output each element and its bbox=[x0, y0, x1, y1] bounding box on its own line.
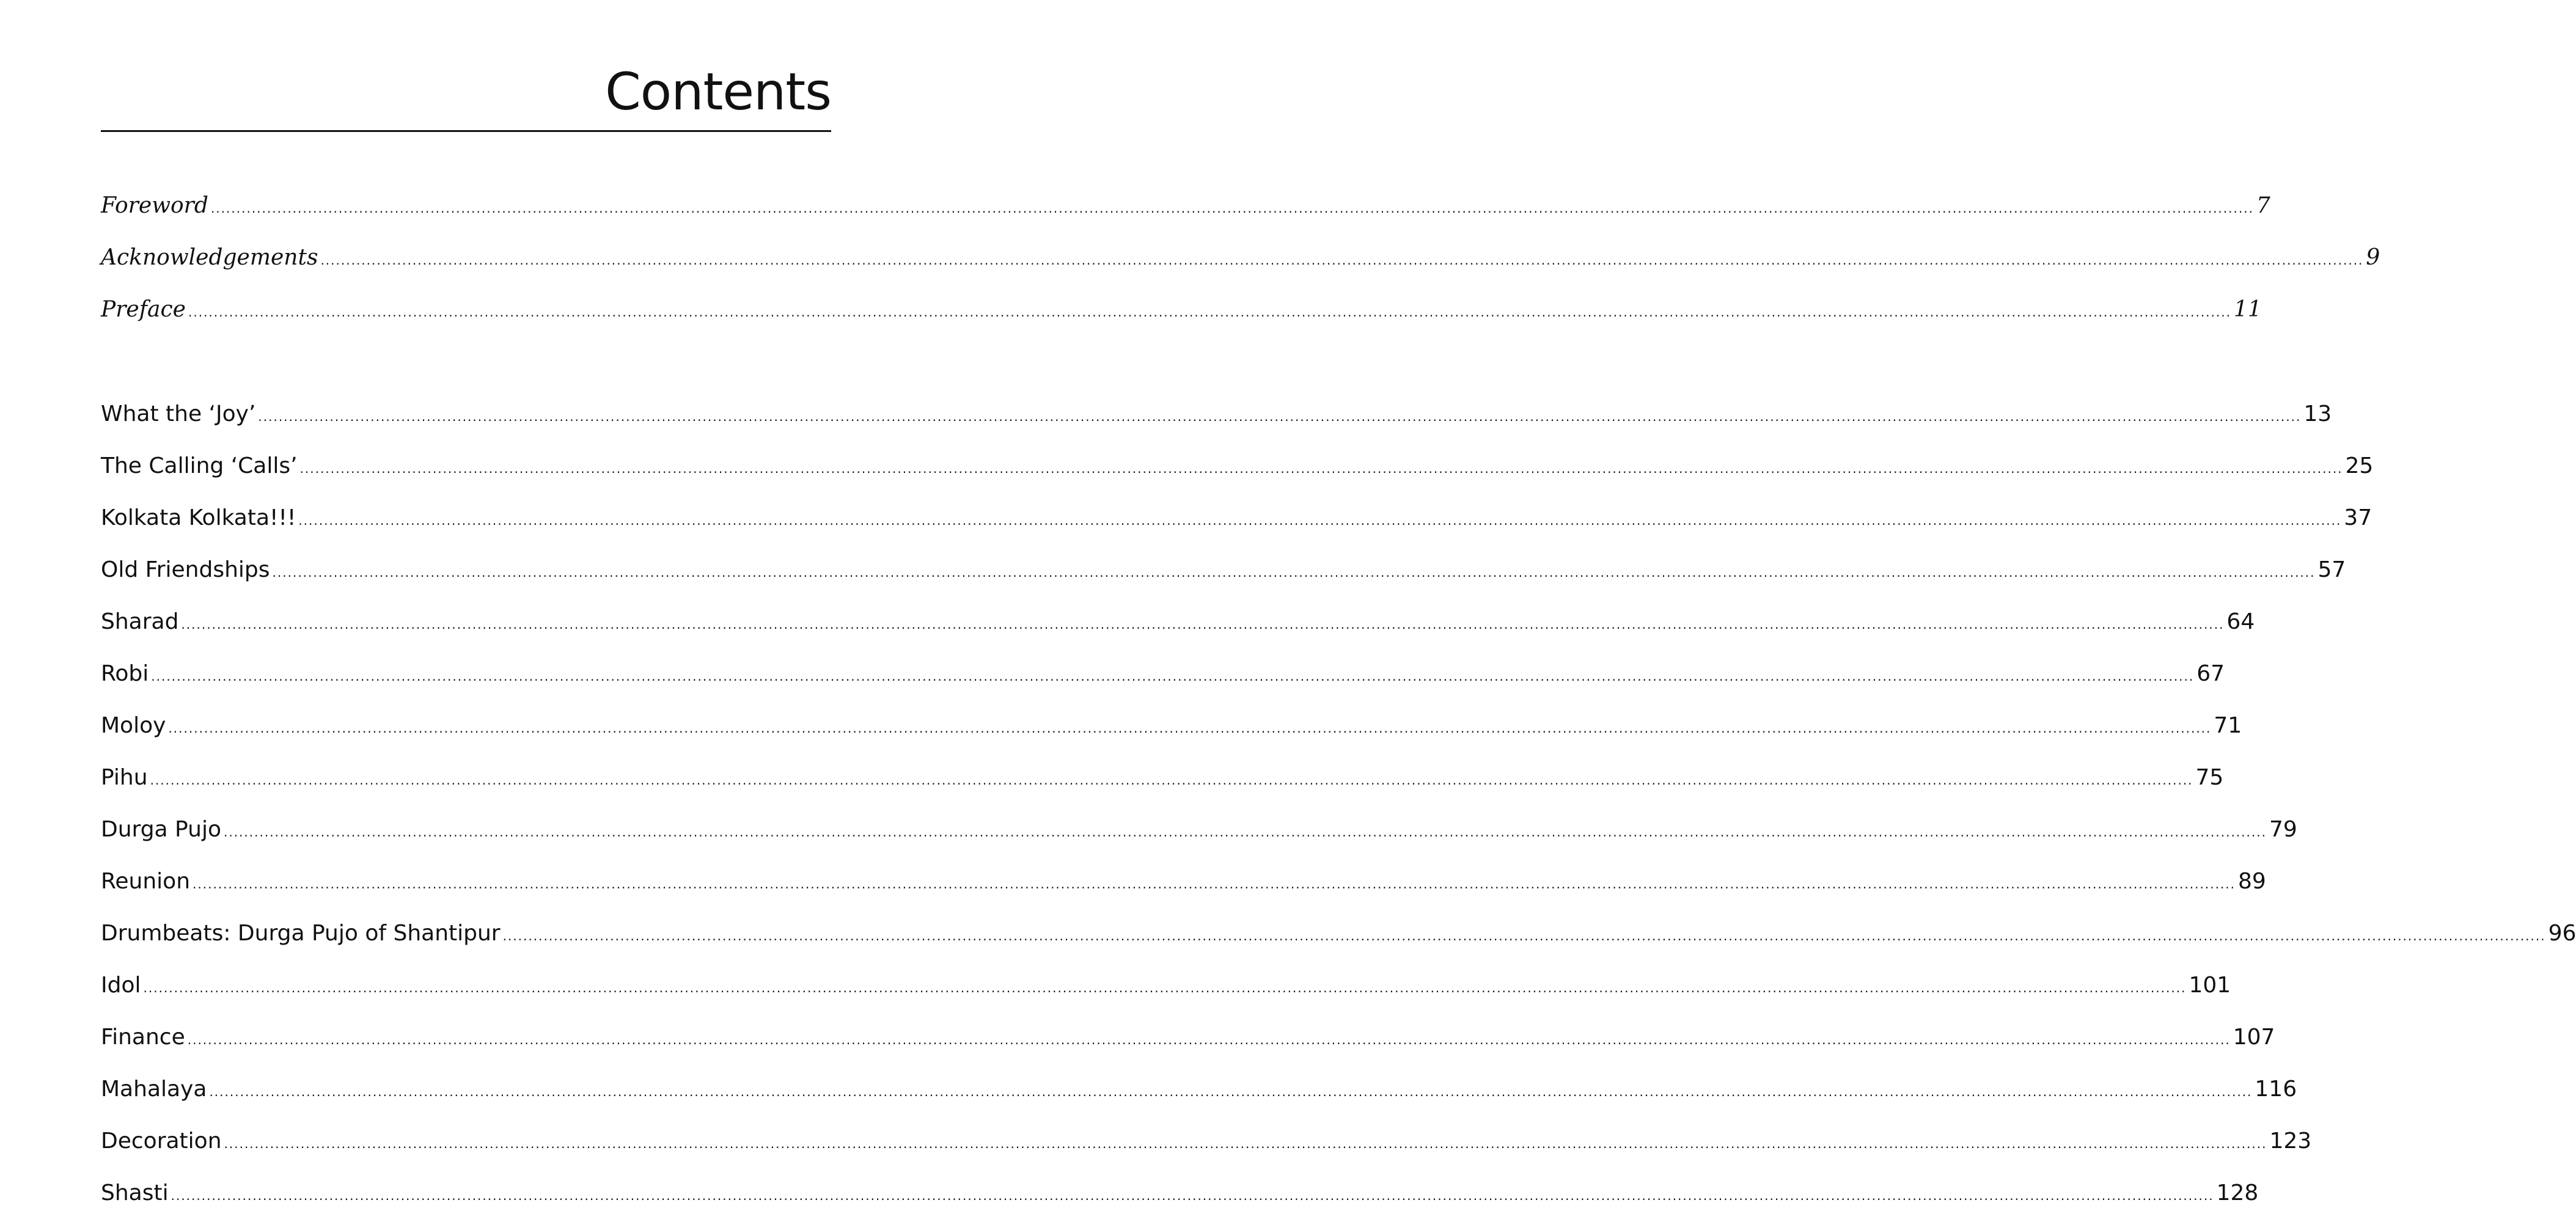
toc-entry-page: 9 bbox=[2366, 245, 2380, 270]
toc-entry-chapter[interactable] bbox=[101, 814, 2297, 845]
dot-leader: ................................................................................................................................................................................................................................................................................................................................................................................................................ bbox=[224, 1136, 2267, 1151]
dot-leader: ................................................................................................................................................................................................................................................................................................................................................................................................................ bbox=[168, 721, 2212, 736]
toc-entry-label: Preface bbox=[101, 297, 186, 322]
toc-entry-chapter[interactable] bbox=[101, 970, 2231, 1001]
toc-entry-label: Finance bbox=[101, 1025, 185, 1050]
dot-leader: ................................................................................................................................................................................................................................................................................................................................................................................................................ bbox=[209, 1085, 2253, 1099]
toc-entry-page: 79 bbox=[2269, 817, 2297, 842]
toc-entry-page: 89 bbox=[2238, 869, 2266, 894]
toc-entry-chapter[interactable] bbox=[101, 763, 2224, 793]
toc-entry-page: 96 bbox=[2548, 921, 2576, 946]
toc-entry-page: 11 bbox=[2233, 297, 2262, 322]
toc-entry-page: 107 bbox=[2233, 1025, 2275, 1050]
toc-entry-chapter[interactable] bbox=[101, 1178, 2259, 1209]
toc-entry-label: Drumbeats: Durga Pujo of Shantipur bbox=[101, 921, 501, 946]
toc-entry-page: 7 bbox=[2256, 193, 2270, 218]
toc-entry-chapter[interactable] bbox=[101, 607, 2255, 637]
toc-entry-page: 123 bbox=[2269, 1129, 2312, 1154]
toc-entry-label: Durga Pujo bbox=[101, 817, 221, 842]
page-title: Contents bbox=[605, 62, 831, 122]
toc-entry-page: 64 bbox=[2226, 609, 2255, 634]
toc-entry-label: Moloy bbox=[101, 713, 166, 738]
toc-entry-page: 13 bbox=[2303, 401, 2332, 426]
dot-leader: ................................................................................................................................................................................................................................................................................................................................................................................................................ bbox=[272, 565, 2316, 580]
toc-entry-label: Pihu bbox=[101, 765, 148, 790]
toc-entry-acknowledgements[interactable] bbox=[101, 243, 2380, 273]
toc-entry-label: Sharad bbox=[101, 609, 179, 634]
toc-entry-chapter[interactable] bbox=[101, 503, 2372, 533]
toc-entry-foreword[interactable] bbox=[101, 191, 2270, 221]
dot-leader: ................................................................................................................................................................................................................................................................................................................................................................................................................ bbox=[151, 669, 2195, 684]
toc-entry-chapter[interactable] bbox=[101, 555, 2346, 585]
toc-entry-page: 57 bbox=[2317, 557, 2346, 582]
toc-entry-label: Old Friendships bbox=[101, 557, 270, 582]
toc-entry-page: 37 bbox=[2344, 505, 2372, 530]
dot-leader: ................................................................................................................................................................................................................................................................................................................................................................................................................ bbox=[502, 929, 2546, 943]
toc-entry-label: Idol bbox=[101, 973, 141, 998]
toc-entry-chapter[interactable] bbox=[101, 918, 2576, 949]
dot-leader: ................................................................................................................................................................................................................................................................................................................................................................................................................ bbox=[298, 513, 2342, 528]
toc-entry-label: Kolkata Kolkata!!! bbox=[101, 505, 296, 530]
toc-entry-label: Reunion bbox=[101, 869, 191, 894]
dot-leader: ................................................................................................................................................................................................................................................................................................................................................................................................................ bbox=[143, 981, 2187, 995]
dot-leader: ................................................................................................................................................................................................................................................................................................................................................................................................................ bbox=[210, 201, 2254, 216]
dot-leader: ................................................................................................................................................................................................................................................................................................................................................................................................................ bbox=[150, 773, 2193, 788]
title-divider bbox=[101, 130, 831, 132]
toc-entry-label: The Calling ‘Calls’ bbox=[101, 453, 298, 478]
toc-entry-page: 75 bbox=[2195, 765, 2224, 790]
dot-leader: ................................................................................................................................................................................................................................................................................................................................................................................................................ bbox=[181, 617, 2225, 632]
toc-entry-page: 25 bbox=[2345, 453, 2374, 478]
dot-leader: ................................................................................................................................................................................................................................................................................................................................................................................................................ bbox=[193, 877, 2236, 891]
toc-entry-page: 101 bbox=[2189, 973, 2231, 998]
toc-entry-label: What the ‘Joy’ bbox=[101, 401, 256, 426]
toc-entry-label: Robi bbox=[101, 661, 149, 686]
toc-entry-preface[interactable] bbox=[101, 295, 2262, 325]
toc-entry-chapter[interactable] bbox=[101, 866, 2266, 897]
toc-entry-label: Acknowledgements bbox=[101, 245, 318, 270]
dot-leader: ................................................................................................................................................................................................................................................................................................................................................................................................................ bbox=[320, 253, 2364, 268]
toc-entry-page: 67 bbox=[2196, 661, 2225, 686]
toc-entry-page: 71 bbox=[2214, 713, 2242, 738]
dot-leader: ................................................................................................................................................................................................................................................................................................................................................................................................................ bbox=[299, 461, 2343, 476]
dot-leader: ................................................................................................................................................................................................................................................................................................................................................................................................................ bbox=[188, 305, 2231, 320]
toc-entry-chapter[interactable] bbox=[101, 1126, 2312, 1157]
toc-entry-page: 116 bbox=[2255, 1077, 2297, 1102]
toc-entry-chapter[interactable] bbox=[101, 1022, 2275, 1053]
toc-entry-chapter[interactable] bbox=[101, 451, 2374, 481]
toc-entry-chapter[interactable] bbox=[101, 659, 2225, 689]
toc-entry-label: Decoration bbox=[101, 1129, 222, 1154]
dot-leader: ................................................................................................................................................................................................................................................................................................................................................................................................................ bbox=[223, 825, 2267, 840]
toc-entry-label: Foreword bbox=[101, 193, 208, 218]
dot-leader: ................................................................................................................................................................................................................................................................................................................................................................................................................ bbox=[187, 1033, 2231, 1047]
toc-entry-chapter[interactable] bbox=[101, 711, 2242, 741]
toc-entry-label: Shasti bbox=[101, 1180, 169, 1206]
toc-entry-page: 128 bbox=[2216, 1180, 2259, 1206]
toc-entry-chapter[interactable] bbox=[101, 399, 2332, 430]
dot-leader: ................................................................................................................................................................................................................................................................................................................................................................................................................ bbox=[171, 1188, 2214, 1203]
dot-leader: ................................................................................................................................................................................................................................................................................................................................................................................................................ bbox=[258, 409, 2302, 424]
toc-entry-chapter[interactable] bbox=[101, 1074, 2297, 1105]
toc-entry-label: Mahalaya bbox=[101, 1077, 207, 1102]
